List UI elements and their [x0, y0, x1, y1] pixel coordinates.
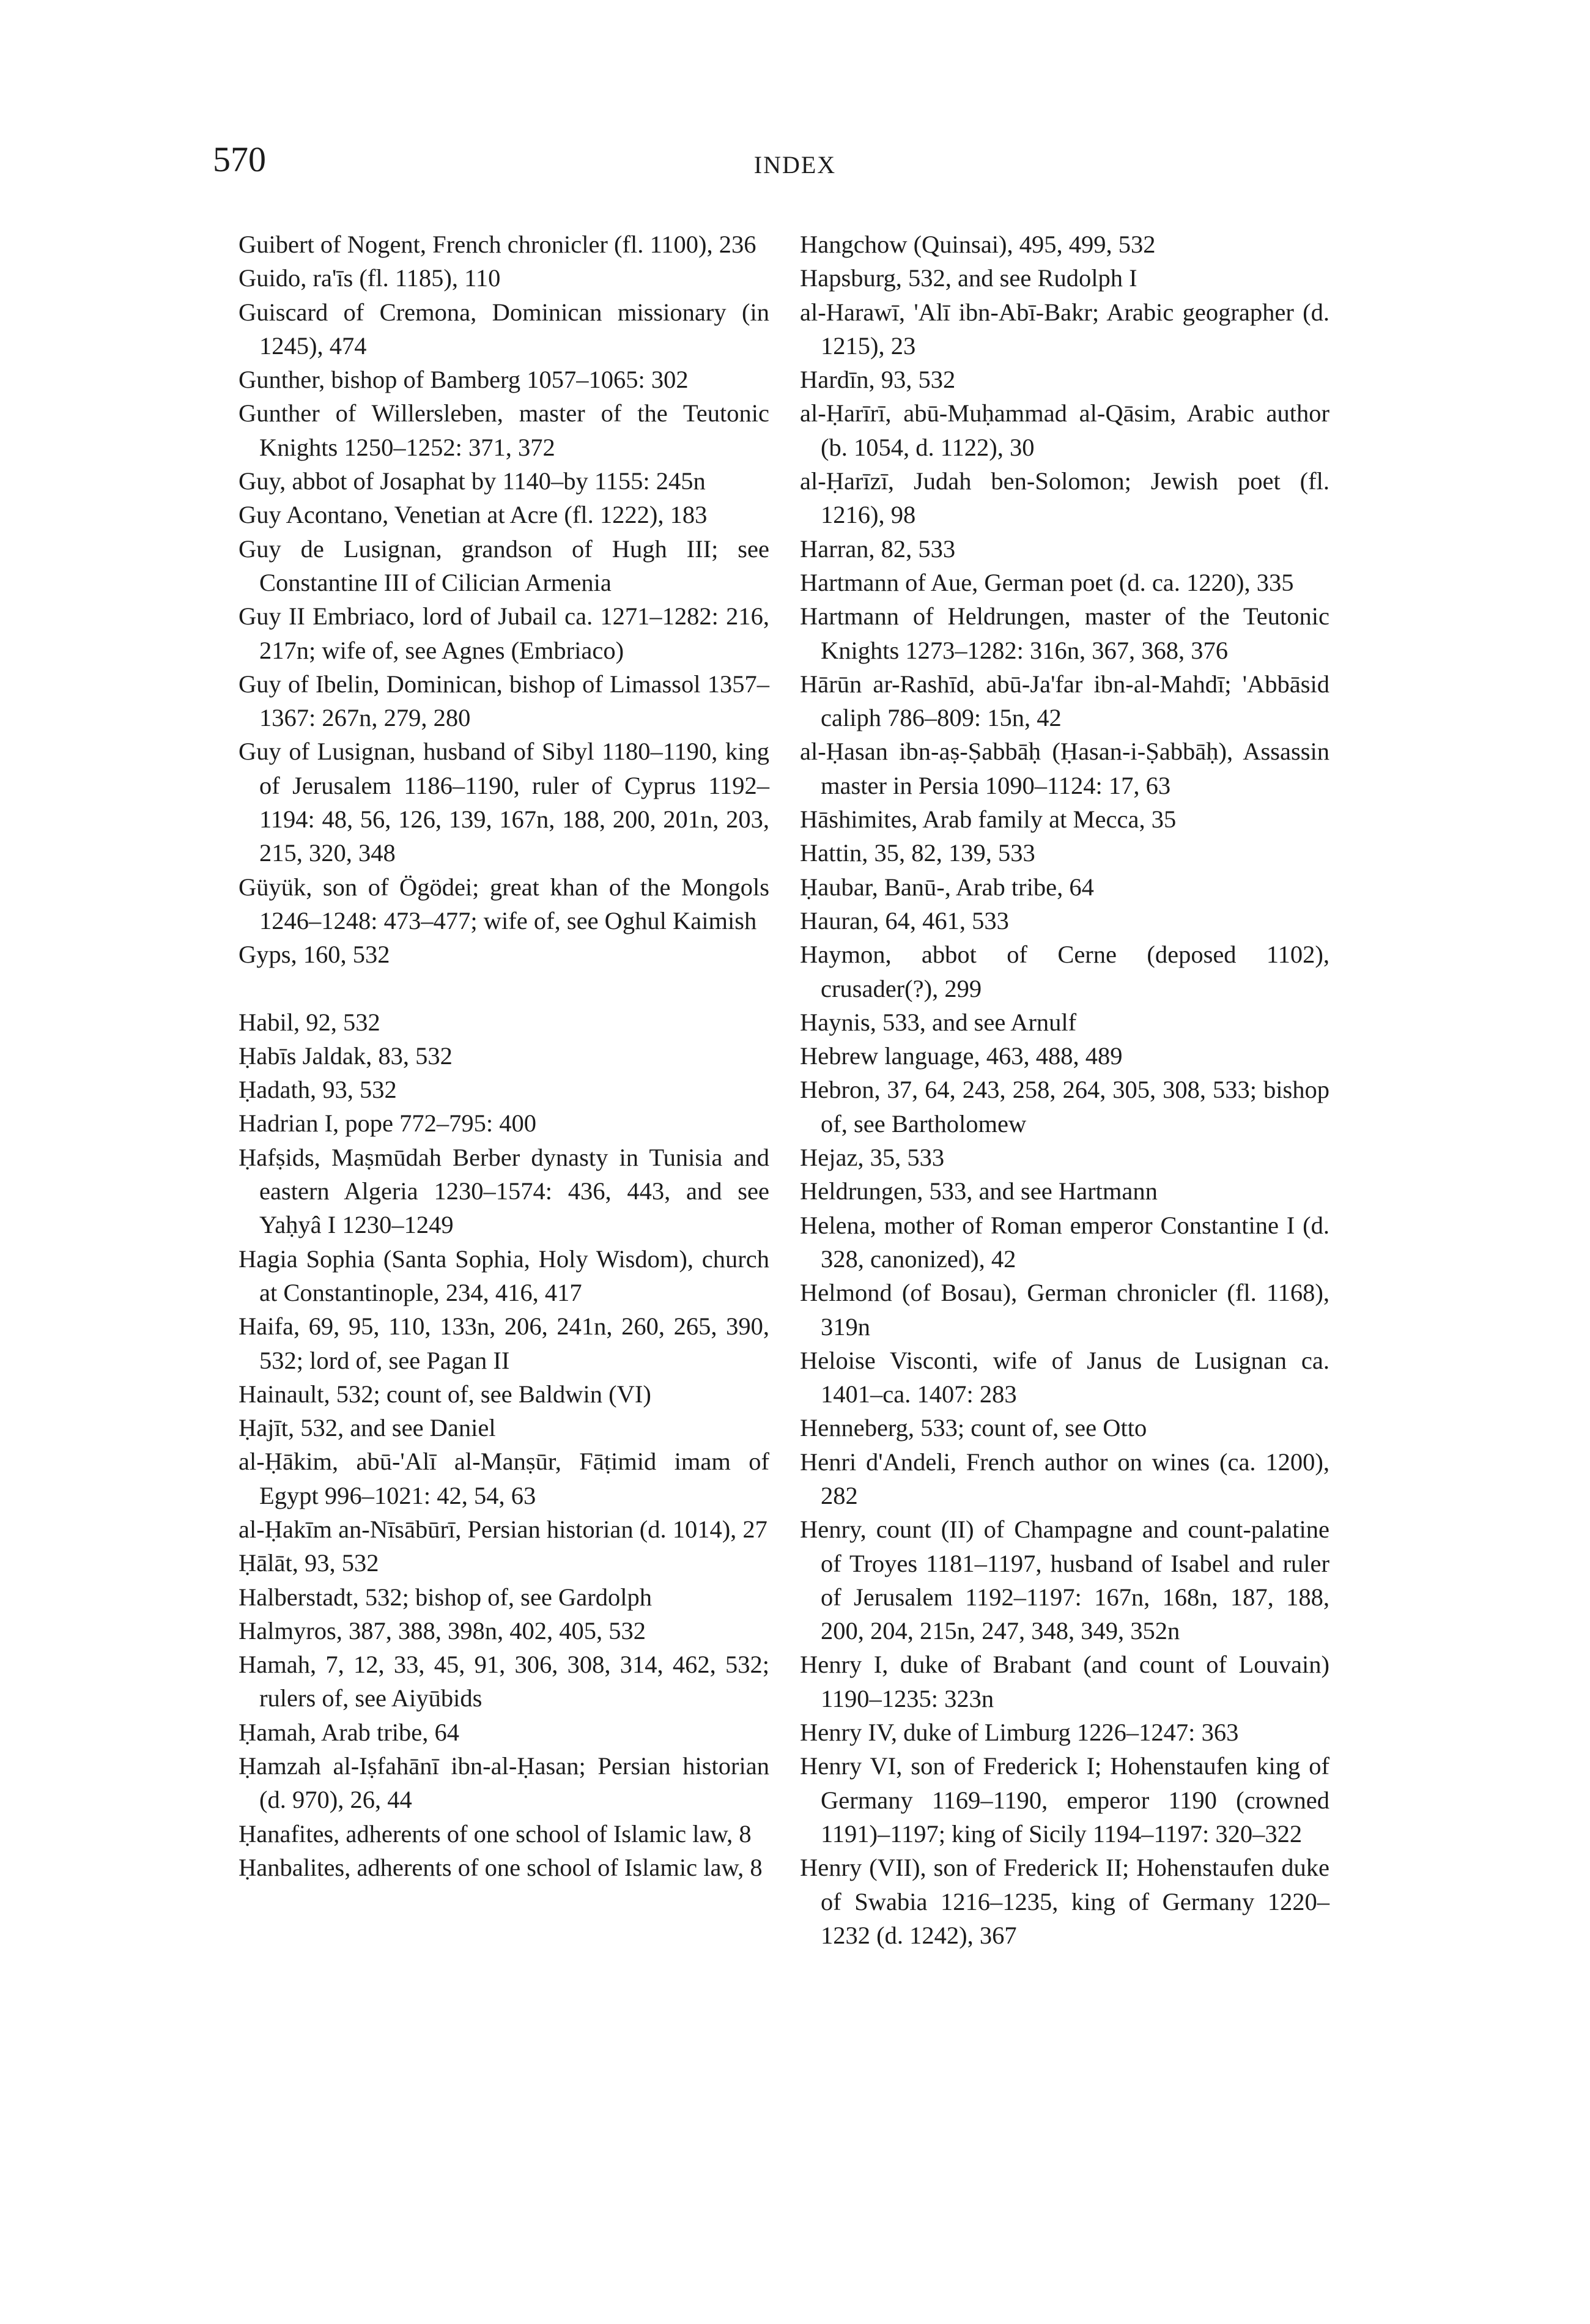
- index-entry: Ḥafṣids, Maṣmūdah Berber dynasty in Tunisia and eastern Algeria 1230–1574: 436, 443, and see Yaḥyâ I 1230–1249: [239, 1143, 769, 1239]
- index-entry: Hangchow (Quinsai), 495, 499, 532: [800, 231, 1156, 258]
- index-entry: Henry (VII), son of Frederick II; Hohenstaufen duke of Swabia 1216–1235, king of Germany 1220–1232 (d. 1242), 367: [800, 1854, 1329, 1949]
- index-entry: Hejaz, 35, 533: [800, 1144, 945, 1172]
- index-entry: Hārūn ar-Rashīd, abū-Ja'far ibn-al-Mahdī; 'Abbāsid caliph 786–809: 15n, 42: [800, 670, 1329, 732]
- index-entry: Ḥanbalites, adherents of one school of Islamic law, 8: [239, 1853, 763, 1881]
- index-entry: Haifa, 69, 95, 110, 133n, 206, 241n, 260, 265, 390, 532; lord of, see Pagan II: [239, 1312, 769, 1374]
- index-entry: Hamah, 7, 12, 33, 45, 91, 306, 308, 314, 462, 532; rulers of, see Aiyūbids: [239, 1651, 769, 1712]
- index-column-right: [800, 228, 1329, 1952]
- index-entry: Henry VI, son of Frederick I; Hohenstaufen king of Germany 1169–1190, emperor 1190 (crowned 1191)–1197; king of Sicily 1194–1197: 320–322: [800, 1752, 1329, 1848]
- index-entry: Henry IV, duke of Limburg 1226–1247: 363: [800, 1719, 1239, 1747]
- index-entry: Heloise Visconti, wife of Janus de Lusignan ca. 1401–ca. 1407: 283: [800, 1346, 1329, 1408]
- index-entry: Guibert of Nogent, French chronicler (fl. 1100), 236: [239, 231, 756, 258]
- index-entry: al-Ḥakīm an-Nīsābūrī, Persian historian (d. 1014), 27: [239, 1515, 767, 1543]
- index-entry: Ḥajīt, 532, and see Daniel: [239, 1414, 496, 1442]
- index-entry: Harran, 82, 533: [800, 535, 956, 563]
- index-entry: Hāshimites, Arab family at Mecca, 35: [800, 805, 1177, 834]
- index-entry: Habil, 92, 532: [239, 1008, 380, 1036]
- index-entry: Güyük, son of Ögödei; great khan of the Mongols 1246–1248: 473–477; wife of, see Oghul Kaimish: [239, 873, 769, 934]
- index-entry: Halmyros, 387, 388, 398n, 402, 405, 532: [239, 1616, 646, 1645]
- index-entry: Hartmann of Heldrungen, master of the Teutonic Knights 1273–1282: 316n, 367, 368, 376: [800, 602, 1329, 664]
- index-column-left: [239, 228, 769, 1884]
- index-entry: Helmond (of Bosau), German chronicler (fl. 1168), 319n: [800, 1279, 1329, 1341]
- index-entry: Hainault, 532; count of, see Baldwin (VI): [239, 1380, 651, 1408]
- index-entry: Hadrian I, pope 772–795: 400: [239, 1109, 537, 1138]
- index-entry: Guiscard of Cremona, Dominican missionary (in 1245), 474: [239, 298, 769, 360]
- index-entry: Hartmann of Aue, German poet (d. ca. 1220), 335: [800, 568, 1294, 596]
- index-entry: Ḥanafites, adherents of one school of Islamic law, 8: [239, 1819, 752, 1848]
- index-entry: Ḥālāt, 93, 532: [239, 1549, 379, 1577]
- index-entry: Hebrew language, 463, 488, 489: [800, 1042, 1123, 1070]
- index-entry: Hattin, 35, 82, 139, 533: [800, 839, 1035, 867]
- index-entry: Gunther of Willersleben, master of the Teutonic Knights 1250–1252: 371, 372: [239, 399, 769, 461]
- index-entry: Haynis, 533, and see Arnulf: [800, 1008, 1077, 1036]
- index-entry: al-Ḥarīrī, abū-Muḥammad al-Qāsim, Arabic author (b. 1054, d. 1122), 30: [800, 399, 1329, 461]
- index-entry: Hardīn, 93, 532: [800, 366, 956, 394]
- index-entry: Guy II Embriaco, lord of Jubail ca. 1271–1282: 216, 217n; wife of, see Agnes (Embriaco): [239, 602, 769, 664]
- letter-section-gap: [239, 972, 769, 1005]
- index-entry: Henri d'Andeli, French author on wines (ca. 1200), 282: [800, 1448, 1329, 1509]
- index-entry: Gunther, bishop of Bamberg 1057–1065: 302: [239, 366, 689, 394]
- index-entry: Ḥabīs Jaldak, 83, 532: [239, 1042, 453, 1070]
- index-entry: Heldrungen, 533, and see Hartmann: [800, 1177, 1158, 1205]
- index-entry: Guido, ra'īs (fl. 1185), 110: [239, 264, 501, 292]
- index-entry: Guy of Ibelin, Dominican, bishop of Limassol 1357–1367: 267n, 279, 280: [239, 670, 769, 732]
- index-entry: al-Ḥarīzī, Judah ben-Solomon; Jewish poet (fl. 1216), 98: [800, 467, 1329, 529]
- index-entry: Guy Acontano, Venetian at Acre (fl. 1222), 183: [239, 501, 708, 529]
- index-entry: Guy de Lusignan, grandson of Hugh III; see Constantine III of Cilician Armenia: [239, 535, 769, 596]
- index-entry: Gyps, 160, 532: [239, 941, 390, 969]
- running-head: INDEX: [753, 151, 837, 179]
- index-entry: Halberstadt, 532; bishop of, see Gardolph: [239, 1583, 652, 1611]
- index-entry: Guy, abbot of Josaphat by 1140–by 1155: 245n: [239, 467, 706, 495]
- index-entry: Hapsburg, 532, and see Rudolph I: [800, 264, 1137, 292]
- index-entry: Helena, mother of Roman emperor Constantine I (d. 328, canonized), 42: [800, 1211, 1329, 1273]
- index-entry: Haymon, abbot of Cerne (deposed 1102), crusader(?), 299: [800, 941, 1329, 1002]
- index-entry: Henneberg, 533; count of, see Otto: [800, 1414, 1147, 1442]
- index-entry: Guy of Lusignan, husband of Sibyl 1180–1190, king of Jerusalem 1186–1190, ruler of Cyprus 1192–1194: 48, 56, 126, 139, 167n, 188, 200, 201n, 203, 215, 320, 348: [239, 738, 769, 867]
- index-entry: Ḥaubar, Banū-, Arab tribe, 64: [800, 873, 1094, 901]
- index-entry: Hauran, 64, 461, 533: [800, 906, 1009, 934]
- index-entry: al-Ḥasan ibn-aṣ-Ṣabbāḥ (Ḥasan-i-Ṣabbāḥ), Assassin master in Persia 1090–1124: 17, 63: [800, 738, 1329, 799]
- index-entry: Ḥadath, 93, 532: [239, 1076, 397, 1104]
- index-entry: Ḥamzah al-Iṣfahānī ibn-al-Ḥasan; Persian historian (d. 970), 26, 44: [239, 1752, 769, 1814]
- index-entry: Henry I, duke of Brabant (and count of Louvain) 1190–1235: 323n: [800, 1651, 1329, 1712]
- index-entry: al-Harawī, 'Alī ibn-Abī-Bakr; Arabic geographer (d. 1215), 23: [800, 298, 1329, 360]
- index-entry: Hebron, 37, 64, 243, 258, 264, 305, 308, 533; bishop of, see Bartholomew: [800, 1076, 1329, 1138]
- index-entry: al-Ḥākim, abū-'Alī al-Manṣūr, Fāṭimid imam of Egypt 996–1021: 42, 54, 63: [239, 1448, 769, 1509]
- index-entry: Hagia Sophia (Santa Sophia, Holy Wisdom), church at Constantinople, 234, 416, 417: [239, 1245, 769, 1306]
- index-entry: Henry, count (II) of Champagne and count-palatine of Troyes 1181–1197, husband of Isabel and ruler of Jerusalem 1192–1197: 167n, 168n, 187, 188, 200, 204, 215n, 247, 348, 349, 352n: [800, 1515, 1329, 1645]
- page-number: 570: [213, 139, 266, 179]
- index-entry: Ḥamah, Arab tribe, 64: [239, 1718, 460, 1746]
